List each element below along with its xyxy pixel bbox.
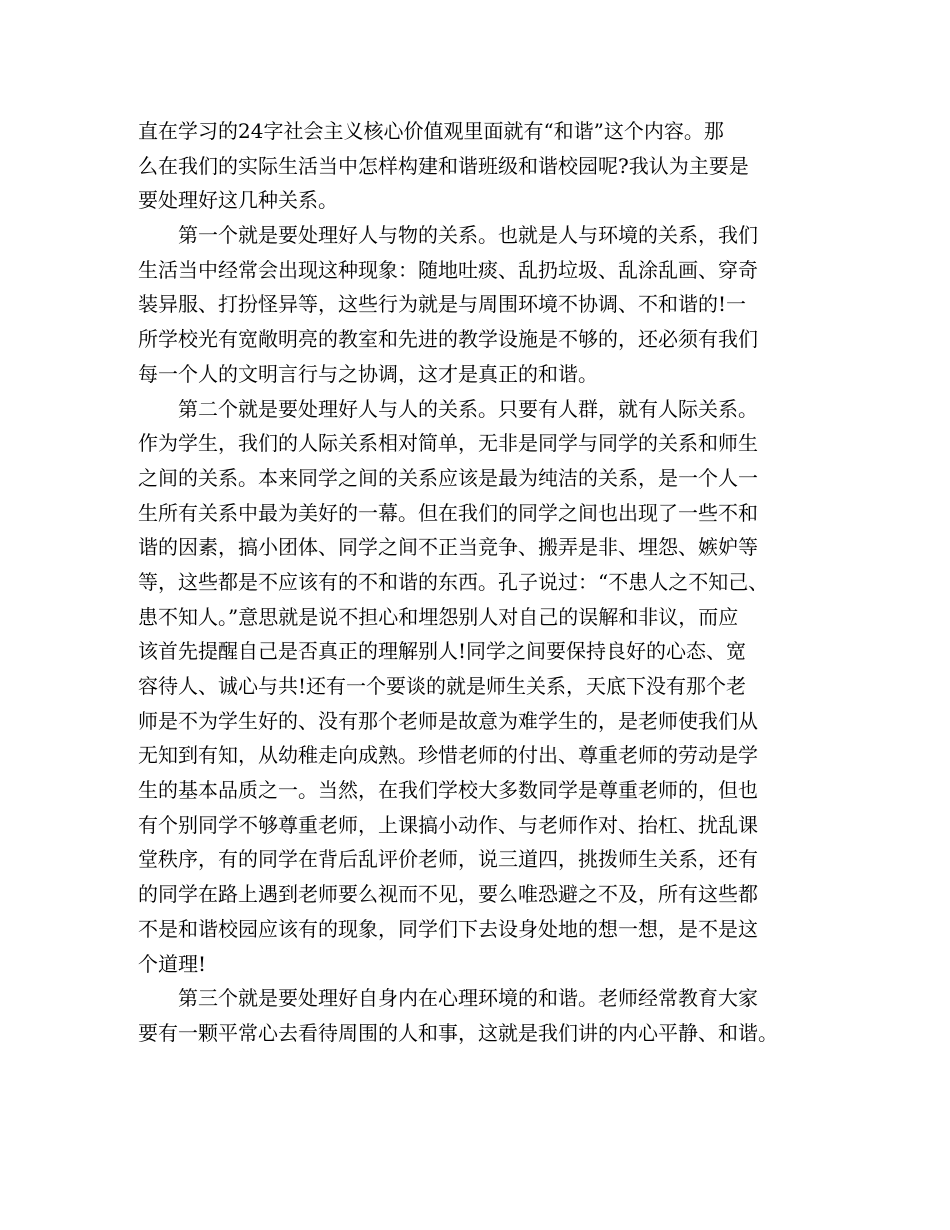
text-line-13: 谐的因素，搞小团体、同学之间不正当竞争、搬弄是非、埋怨、嫉妒等 xyxy=(138,535,758,560)
text-line-22: 堂秩序，有的同学在背后乱评价老师，说三道四，挑拨师生关系，还有 xyxy=(138,847,758,872)
text-line-20: 生的基本品质之一。当然，在我们学校大多数同学是尊重老师的，但也 xyxy=(138,778,758,803)
text-line-23: 的同学在路上遇到老师要么视而不见，要么唯恐避之不及，所有这些都 xyxy=(138,882,758,907)
text-line-21: 有个别同学不够尊重老师，上课搞小动作、与老师作对、抬杠、扰乱课 xyxy=(138,812,758,837)
text-line-26: 第三个就是要处理好自身内在心理环境的和谐。老师经常教育大家 xyxy=(138,986,758,1011)
text-line-12: 生所有关系中最为美好的一幕。但在我们的同学之间也出现了一些不和 xyxy=(138,500,758,525)
text-line-14: 等，这些都是不应该有的不和谐的东西。孔子说过：“不患人之不知己、 xyxy=(138,569,769,594)
document-body xyxy=(138,114,818,1051)
text-line-4: 第一个就是要处理好人与物的关系。也就是人与环境的关系，我们 xyxy=(138,223,758,248)
text-line-17: 容待人、诚心与共!还有一个要谈的就是师生关系，天底下没有那个老 xyxy=(138,674,747,698)
text-line-16: 该首先提醒自己是否真正的理解别人!同学之间要保持良好的心态、宽 xyxy=(138,639,747,664)
text-line-19: 无知到有知，从幼稚走向成熟。珍惜老师的付出、尊重老师的劳动是学 xyxy=(138,743,758,768)
text-line-24: 不是和谐校园应该有的现象，同学们下去设身处地的想一想，是不是这 xyxy=(138,916,758,941)
text-line-18: 师是不为学生好的、没有那个老师是故意为难学生的，是老师使我们从 xyxy=(138,708,758,733)
text-line-3: 要处理好这几种关系。 xyxy=(138,188,338,213)
text-line-25: 个道理! xyxy=(138,951,207,976)
text-line-27: 要有一颗平常心去看待周围的人和事，这就是我们讲的内心平静、和谐。 xyxy=(138,1020,778,1045)
text-line-6: 装异服、打扮怪异等，这些行为就是与周围环境不协调、不和谐的!一 xyxy=(138,292,747,317)
text-line-10: 作为学生，我们的人际关系相对简单，无非是同学与同学的关系和师生 xyxy=(138,431,758,456)
text-line-15: 患不知人。”意思就是说不担心和埋怨别人对自己的误解和非议，而应 xyxy=(138,604,739,629)
text-line-7: 所学校光有宽敞明亮的教室和先进的教学设施是不够的，还必须有我们 xyxy=(138,327,758,352)
text-line-9: 第二个就是要处理好人与人的关系。只要有人群，就有人际关系。 xyxy=(138,396,758,421)
text-line-5: 生活当中经常会出现这种现象：随地吐痰、乱扔垃圾、乱涂乱画、穿奇 xyxy=(138,257,758,282)
text-line-11: 之间的关系。本来同学之间的关系应该是最为纯洁的关系，是一个人一 xyxy=(138,465,758,490)
text-line-8: 每一个人的文明言行与之协调，这才是真正的和谐。 xyxy=(138,361,598,386)
text-line-2: 么在我们的实际生活当中怎样构建和谐班级和谐校园呢?我认为主要是 xyxy=(138,153,749,178)
text-line-1: 直在学习的24字社会主义核心价值观里面就有“和谐”这个内容。那 xyxy=(138,119,724,143)
